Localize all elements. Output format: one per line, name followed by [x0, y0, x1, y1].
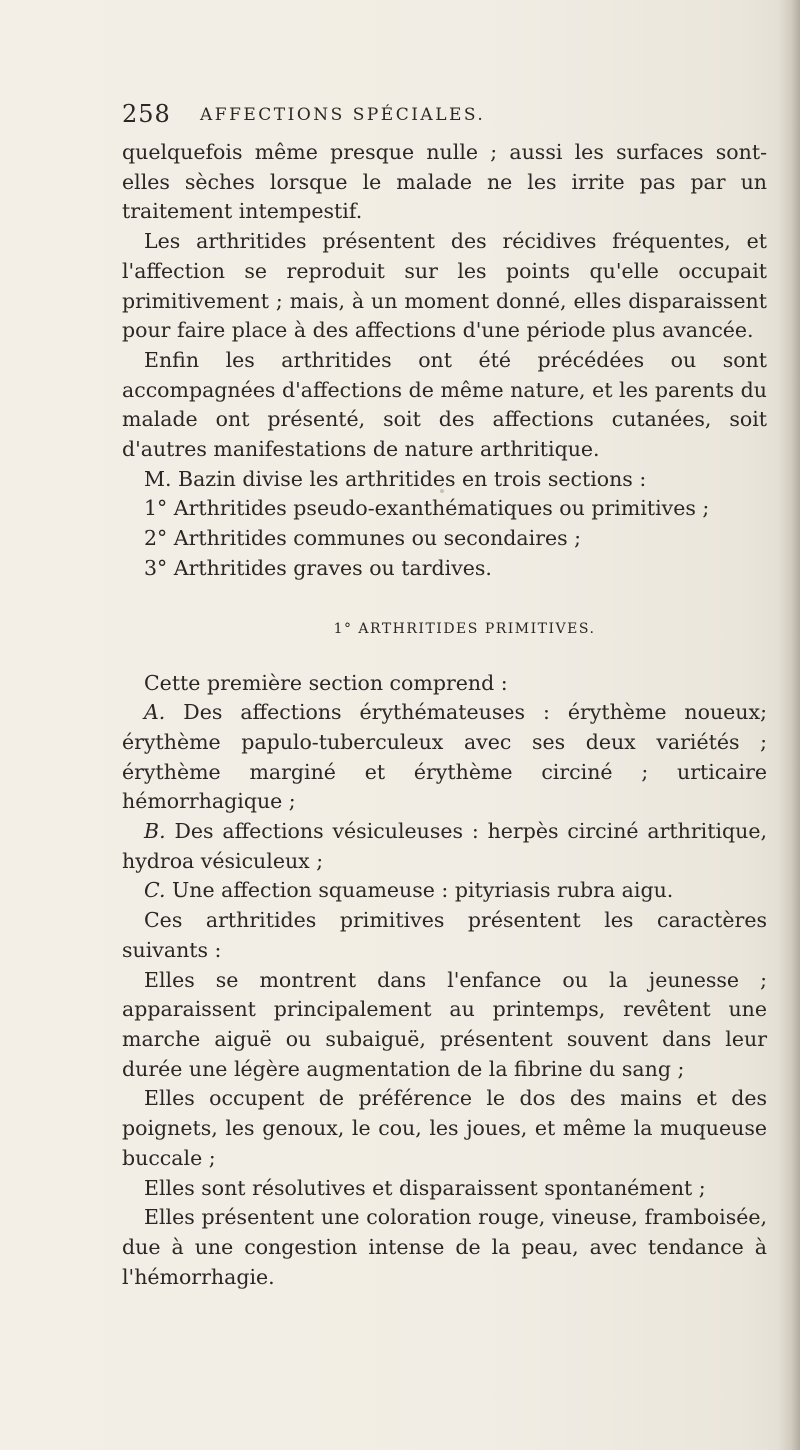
list-item-section-1: 1° Arthritides pseudo-exanthématiques ou primitives ;: [144, 496, 710, 521]
characteristics-intro: Ces arthritides primitives présentent les caractères suivants :: [122, 908, 767, 962]
characteristic-coloration: Elles présentent une coloration rouge, vineuse, framboisée, due à une congestion intense de la peau, avec tendance à l'hémorrhagie.: [122, 1205, 767, 1289]
ink-speck: [440, 489, 444, 493]
page-number: 258: [122, 100, 171, 128]
item-text: Des affections vésiculeuses : herpès circiné arthritique, hydroa vésiculeux ;: [122, 819, 767, 873]
item-letter: C.: [144, 878, 166, 903]
ink-speck: [288, 912, 291, 915]
section-heading: 1° ARTHRITIDES PRIMITIVES.: [333, 620, 596, 637]
item-b: [122, 817, 767, 876]
page-edge-shadow: [778, 0, 800, 1450]
list-item-section-3: 3° Arthritides graves ou tardives.: [144, 555, 492, 580]
item-c: [122, 876, 767, 906]
characteristic-resolution: Elles sont résolutives et disparaissent spontanément ;: [144, 1175, 706, 1200]
item-a: [122, 698, 767, 817]
page-body: [122, 138, 767, 1292]
section-intro: Cette première section comprend :: [144, 670, 508, 695]
paragraph-continuation: quelquefois même presque nulle ; aussi les surfaces sont-elles sèches lorsque le malade ne les irrite pas par un traitement intempestif.: [122, 140, 767, 224]
paragraph-recurrences: Les arthritides présentent des récidives fréquentes, et l'affection se reproduit sur les points qu'elle occupait primitivement ; mais, à un moment donné, elles disparaissent pour faire place à des affections d'une période plus avancée.: [122, 229, 767, 343]
list-item-section-2: 2° Arthritides communes ou secondaires ;: [144, 526, 582, 551]
paragraph-bazin-division: M. Bazin divise les arthritides en trois sections :: [144, 466, 647, 491]
item-letter: A.: [144, 700, 166, 725]
running-title: AFFECTIONS SPÉCIALES.: [200, 105, 486, 125]
item-text: Une affection squameuse : pityriasis rubra aigu.: [172, 878, 674, 903]
paragraph-heredity: Enfin les arthritides ont été précédées ou sont accompagnées d'affections de même nature, et les parents du malade ont présenté, soit des affections cutanées, soit d'autres manifestations de nature arthritique.: [122, 347, 767, 462]
item-text: Des affections érythémateuses : érythème noueux; érythème papulo-tuberculeux avec ses deux variétés ; érythème marginé et érythème circiné ; urticaire hémorrhagique ;: [122, 700, 767, 814]
characteristic-onset: Elles se montrent dans l'enfance ou la jeunesse ; apparaissent principalement au printemps, revêtent une marche aiguë ou subaiguë, présentent souvent dans leur durée une légère augmentation de la fibrine du sang ;: [122, 967, 767, 1081]
page-header: [122, 100, 762, 134]
characteristic-location: Elles occupent de préférence le dos des mains et des poignets, les genoux, le cou, les joues, et même la muqueuse buccale ;: [122, 1086, 767, 1170]
item-letter: B.: [144, 819, 166, 844]
